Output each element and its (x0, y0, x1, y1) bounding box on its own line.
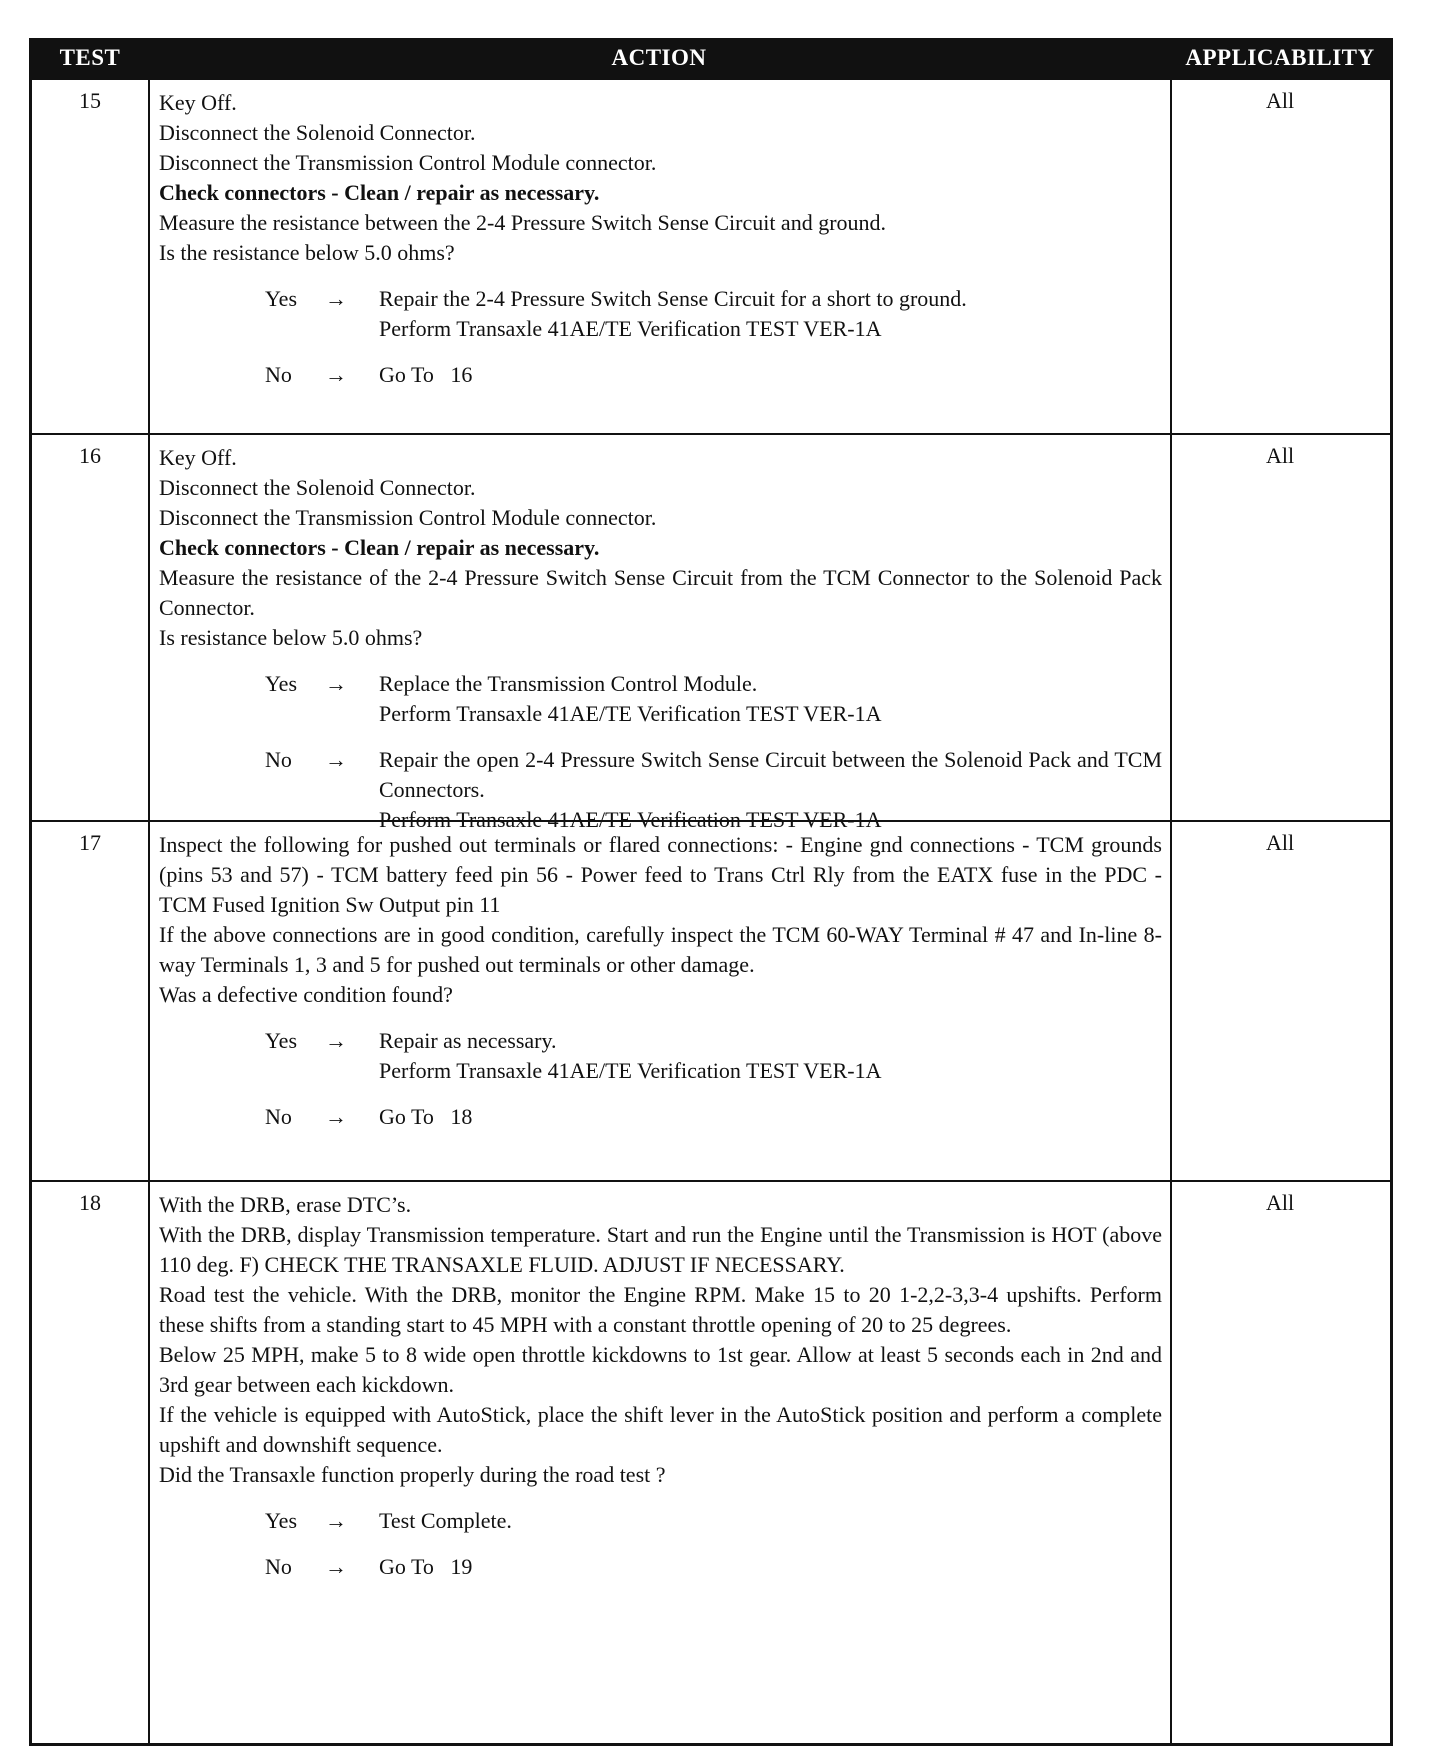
diagnostic-table (29, 38, 1393, 1746)
no-option (159, 1552, 1162, 1582)
option-result: Go To 19 (379, 1554, 473, 1579)
action-line: Is the resistance below 5.0 ohms? (159, 240, 455, 265)
action-line: Measure the resistance between the 2-4 Pressure Switch Sense Circuit and ground. (159, 210, 887, 235)
action-line: Disconnect the Solenoid Connector. (159, 120, 476, 145)
action-line: Was a defective condition found? (159, 982, 453, 1007)
option-result: Repair the open 2-4 Pressure Switch Sense Circuit between the Solenoid Pack and TCM Connectors. (379, 747, 1162, 802)
action-cell (159, 830, 1162, 1132)
action-line: With the DRB, display Transmission temperature. Start and run the Engine until the Transmission is HOT (above 110 deg. F) CHECK THE TRANSAXLE FLUID. ADJUST IF NECESSARY. (159, 1222, 1162, 1277)
option-label: Yes (265, 671, 298, 696)
yes-option (159, 1506, 1162, 1536)
action-line: With the DRB, erase DTC’s. (159, 1192, 412, 1217)
action-line: Key Off. (159, 90, 237, 115)
arrow-icon: → (325, 747, 347, 772)
table-row (32, 435, 1390, 832)
option-result: Go To 18 (379, 1104, 473, 1129)
action-line: Disconnect the Transmission Control Module connector. (159, 505, 657, 530)
option-result: Perform Transaxle 41AE/TE Verification TEST VER-1A (379, 701, 882, 726)
table-header (32, 41, 1390, 80)
option-result: Perform Transaxle 41AE/TE Verification TEST VER-1A (379, 316, 882, 341)
action-line: Disconnect the Solenoid Connector. (159, 475, 476, 500)
option-result: Go To 16 (379, 362, 473, 387)
action-cell (159, 443, 1162, 835)
action-line: Did the Transaxle function properly during the road test ? (159, 1462, 666, 1487)
action-line: Road test the vehicle. With the DRB, monitor the Engine RPM. Make 15 to 20 1-2,2-3,3-4 upshifts. Perform these shifts from a standing start to 45 MPH with a constant throttle opening of 20 to 25 degrees. (159, 1282, 1162, 1337)
action-line: Inspect the following for pushed out terminals or flared connections: - Engine gnd connections - TCM grounds (pins 53 and 57) - TCM battery feed pin 56 - Power feed to Trans Ctrl Rly from the EATX fuse in the PDC - TCM Fused Ignition Sw Output pin 11 (159, 832, 1162, 917)
option-result: Repair as necessary. (379, 1028, 557, 1053)
applicability-value: All (1265, 830, 1295, 855)
header-action: ACTION (611, 45, 707, 70)
option-label: No (265, 1554, 292, 1579)
arrow-icon: → (325, 1104, 347, 1129)
option-label: No (265, 362, 292, 387)
no-option (159, 1102, 1162, 1132)
applicability-value: All (1265, 443, 1295, 468)
option-result: Replace the Transmission Control Module. (379, 671, 758, 696)
table-row (32, 822, 1390, 1182)
option-label: Yes (265, 1028, 298, 1053)
option-label: No (265, 747, 292, 772)
test-number: 15 (79, 88, 101, 113)
applicability-value: All (1265, 88, 1295, 113)
test-number: 16 (79, 443, 101, 468)
no-option (159, 360, 1162, 390)
option-label: No (265, 1104, 292, 1129)
test-number: 18 (79, 1190, 101, 1215)
table-row (32, 80, 1390, 435)
arrow-icon: → (325, 286, 347, 311)
applicability-value: All (1265, 1190, 1295, 1215)
action-line: If the above connections are in good condition, carefully inspect the TCM 60-WAY Terminal # 47 and In-line 8-way Terminals 1, 3 and 5 for pushed out terminals or other damage. (159, 922, 1162, 977)
action-line: Measure the resistance of the 2-4 Pressure Switch Sense Circuit from the TCM Connector to the Solenoid Pack Connector. (159, 565, 1162, 620)
arrow-icon: → (325, 1554, 347, 1579)
arrow-icon: → (325, 671, 347, 696)
test-number: 17 (79, 830, 101, 855)
arrow-icon: → (325, 1508, 347, 1533)
action-cell (159, 1190, 1162, 1582)
action-line: Key Off. (159, 445, 237, 470)
arrow-icon: → (325, 1028, 347, 1053)
option-label: Yes (265, 1508, 298, 1533)
action-line: Disconnect the Transmission Control Module connector. (159, 150, 657, 175)
yes-option (159, 284, 1162, 344)
option-result: Test Complete. (379, 1508, 512, 1533)
option-result: Perform Transaxle 41AE/TE Verification TEST VER-1A (379, 1058, 882, 1083)
table-row (32, 1182, 1390, 1743)
action-line: If the vehicle is equipped with AutoStick, place the shift lever in the AutoStick position and perform a complete upshift and downshift sequence. (159, 1402, 1162, 1457)
arrow-icon: → (325, 362, 347, 387)
header-applicability: APPLICABILITY (1185, 45, 1375, 70)
action-line-bold: Check connectors - Clean / repair as necessary. (159, 180, 600, 205)
yes-option (159, 669, 1162, 729)
yes-option (159, 1026, 1162, 1086)
option-result: Repair the 2-4 Pressure Switch Sense Circuit for a short to ground. (379, 286, 967, 311)
action-line: Is resistance below 5.0 ohms? (159, 625, 423, 650)
option-result: Perform Transaxle 41AE/TE Verification TEST VER-1A (379, 807, 882, 832)
action-line: Below 25 MPH, make 5 to 8 wide open throttle kickdowns to 1st gear. Allow at least 5 seconds each in 2nd and 3rd gear between each kickdown. (159, 1342, 1162, 1397)
header-test: TEST (59, 45, 121, 70)
action-cell (159, 88, 1162, 390)
action-line-bold: Check connectors - Clean / repair as necessary. (159, 535, 600, 560)
option-label: Yes (265, 286, 298, 311)
